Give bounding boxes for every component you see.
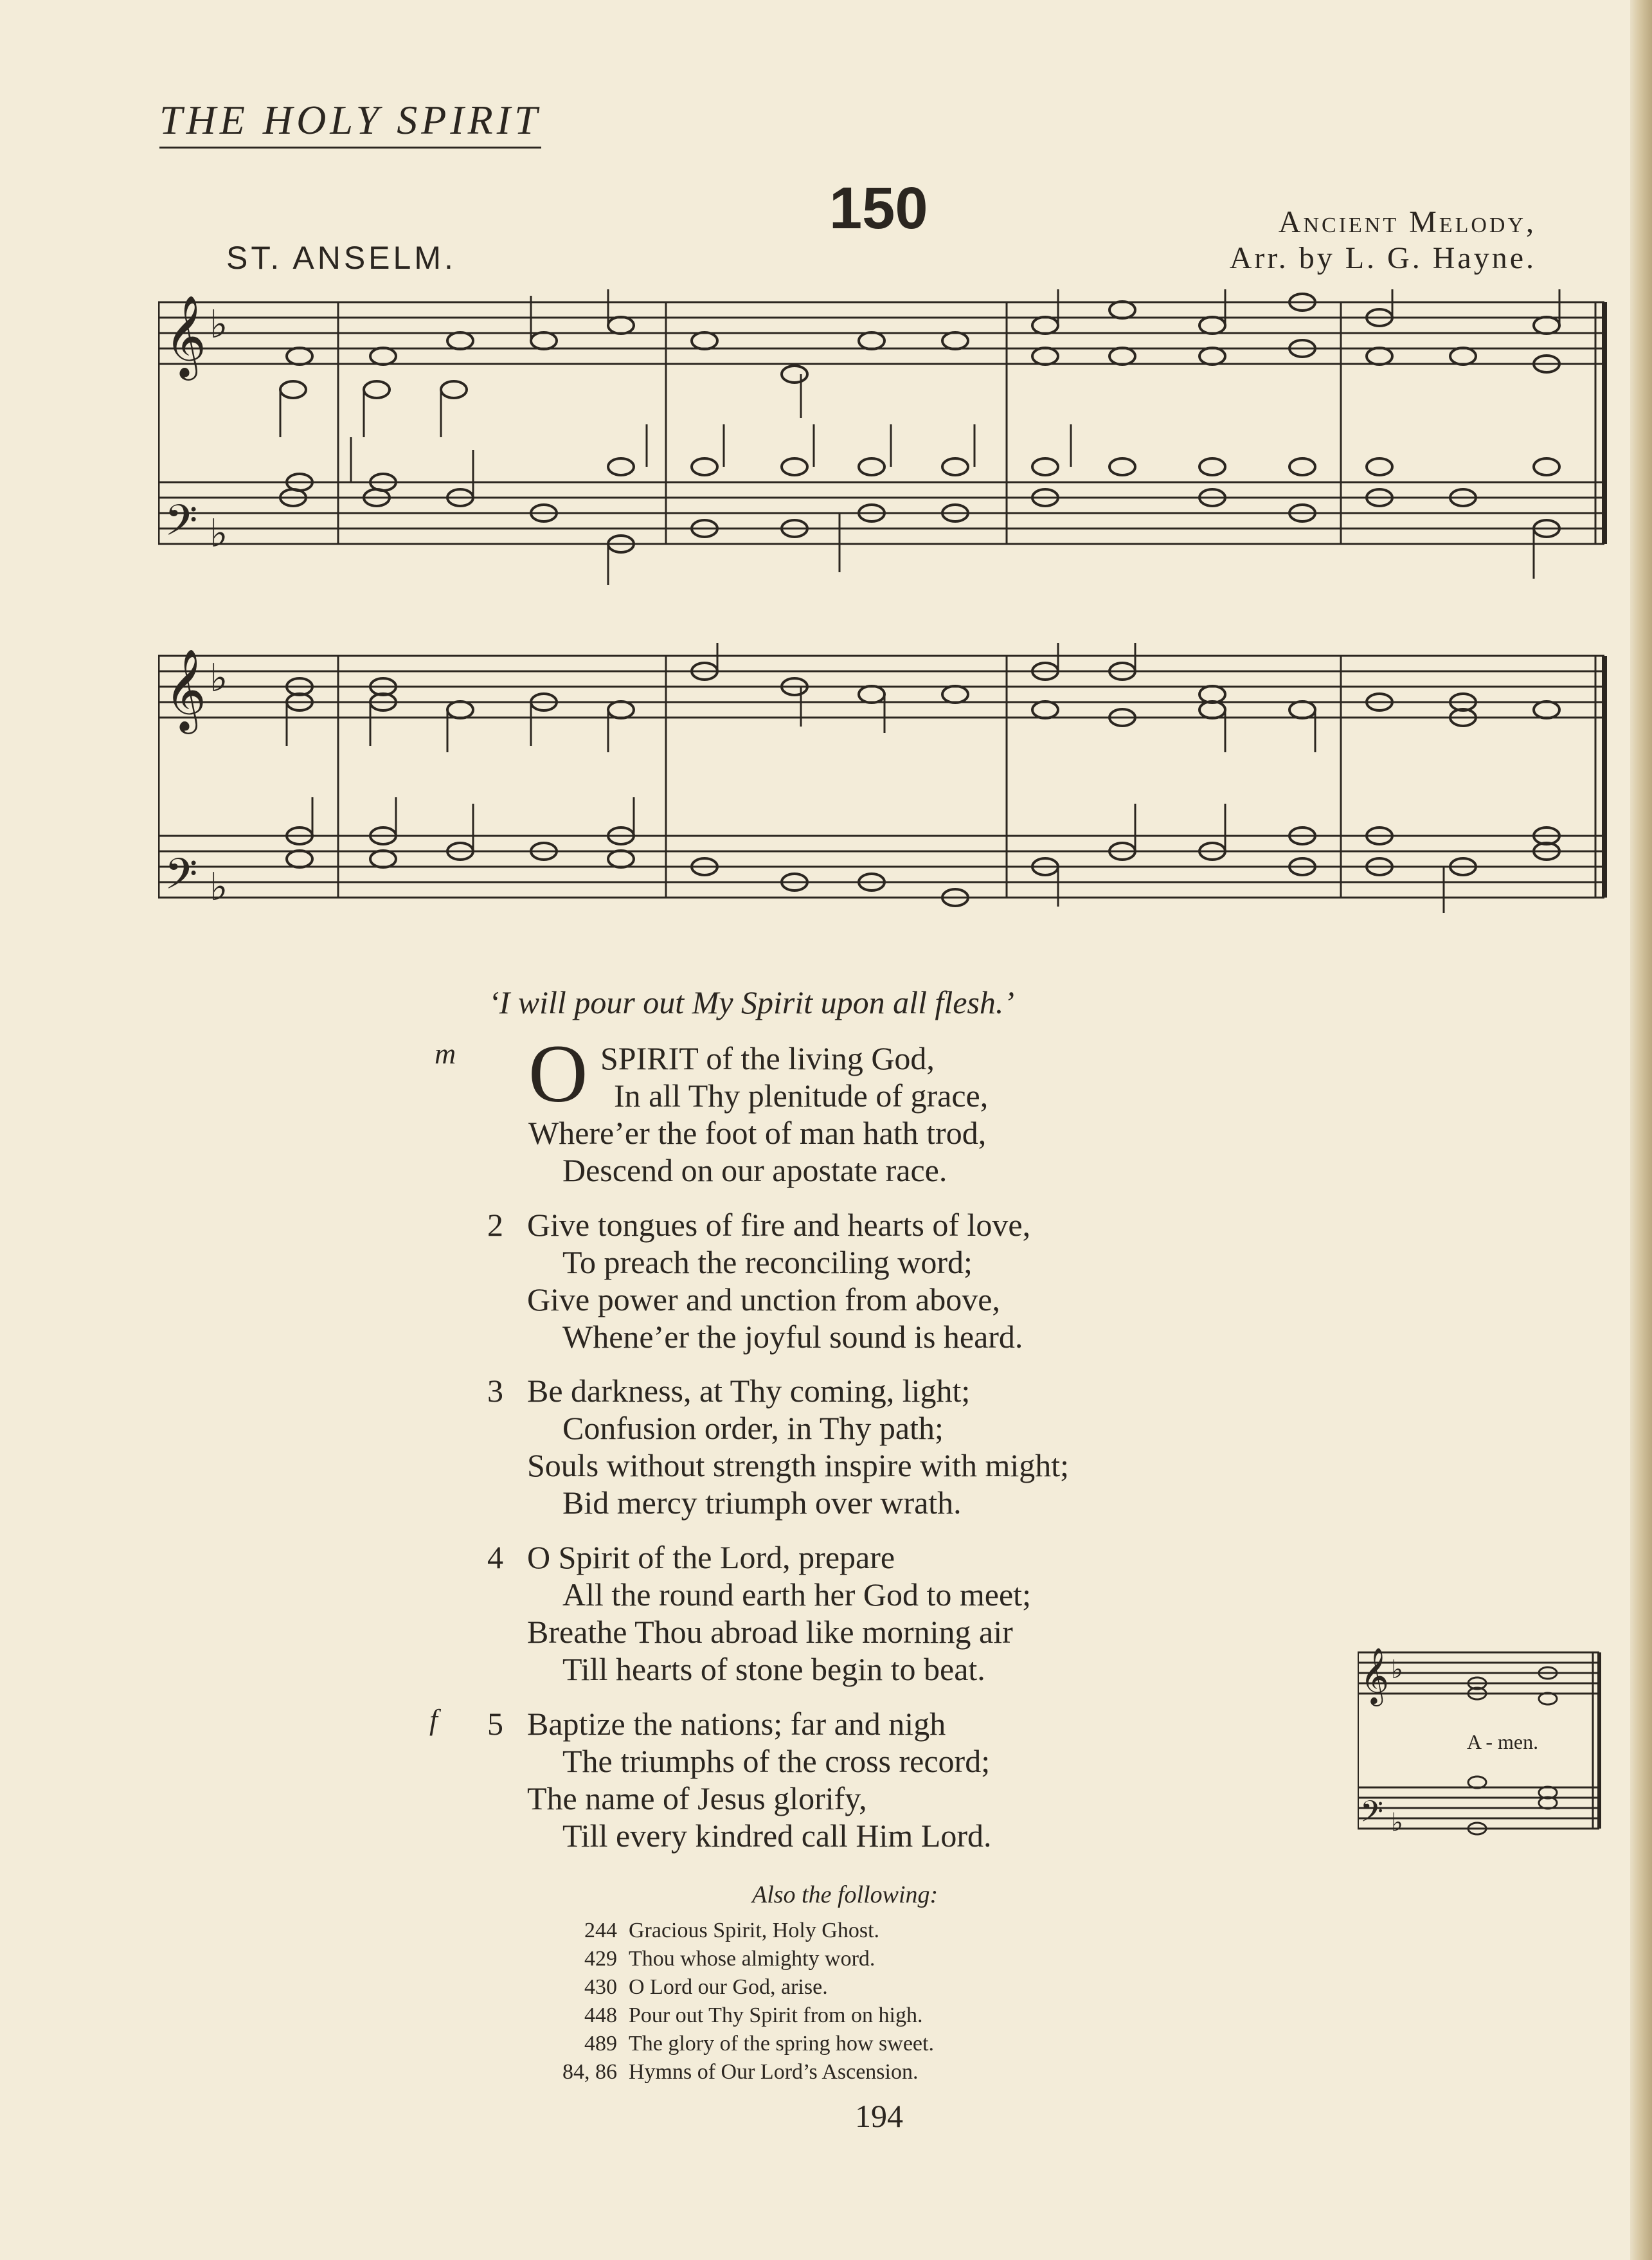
verse-line: Confusion order, in Thy path; xyxy=(562,1410,944,1446)
list-item xyxy=(541,2032,934,2056)
verse-number: 4 xyxy=(487,1539,503,1575)
bass-clef-icon: 𝄢 xyxy=(165,496,198,556)
verse-line: The triumphs of the cross record; xyxy=(562,1743,991,1779)
verse-line: To preach the reconciling word; xyxy=(562,1244,973,1280)
verse-line: In all Thy plenitude of grace, xyxy=(614,1078,989,1114)
bass-clef-icon: 𝄢 xyxy=(165,849,198,909)
verse-line: SPIRIT of the living God, xyxy=(600,1040,935,1076)
verse-line: Till every kindred call Him Lord. xyxy=(562,1818,992,1854)
music-system-1 xyxy=(158,289,1611,598)
treble-clef-icon: 𝄞 xyxy=(1360,1647,1389,1704)
flat-icon: ♭ xyxy=(210,865,228,910)
verse-line: Bid mercy triumph over wrath. xyxy=(562,1485,962,1521)
flat-icon: ♭ xyxy=(210,302,228,347)
verse-line: Where’er the foot of man hath trod, xyxy=(528,1115,987,1151)
hymn-ref-title: Thou whose almighty word. xyxy=(629,1947,875,1971)
epigraph: ‘I will pour out My Spirit upon all flesh.’ xyxy=(489,984,1015,1020)
hymn-ref-title: The glory of the spring how sweet. xyxy=(629,2032,934,2056)
hymn-ref-number: 429 xyxy=(584,1947,617,1971)
hymn-ref-number: 448 xyxy=(584,2003,617,2027)
attribution-arranger: Arr. by L. G. Hayne. xyxy=(1229,241,1536,275)
hymn-ref-title: Hymns of Our Lord’s Ascension. xyxy=(629,2060,919,2084)
verse-number: 3 xyxy=(487,1373,503,1409)
list-item xyxy=(541,1947,875,1971)
verse-line: Baptize the nations; far and nigh xyxy=(527,1706,946,1742)
section-title: THE HOLY SPIRIT xyxy=(159,96,541,149)
stems-2 xyxy=(287,643,1444,913)
amen-lyric: A - men. xyxy=(1467,1730,1539,1753)
verse-line: Give power and unction from above, xyxy=(527,1281,1000,1317)
attribution-melody: Ancient Melody, xyxy=(1278,205,1536,239)
verse-line: O Spirit of the Lord, prepare xyxy=(527,1539,895,1575)
verse-line: Give tongues of fire and hearts of love, xyxy=(527,1207,1031,1243)
hymn-ref-number: 84, 86 xyxy=(562,2060,617,2084)
verse-line: Breathe Thou abroad like morning air xyxy=(527,1614,1013,1650)
verse-line: Till hearts of stone begin to beat. xyxy=(562,1651,985,1687)
music-system-2 xyxy=(158,643,1611,958)
hymn-ref-number: 244 xyxy=(584,1919,617,1942)
amen-music xyxy=(1358,1646,1602,1852)
tune-name: ST. ANSELM. xyxy=(226,240,456,276)
verse-line: The name of Jesus glorify, xyxy=(527,1780,867,1816)
noteheads-2 xyxy=(287,663,1559,906)
hymn-ref-title: Pour out Thy Spirit from on high. xyxy=(629,2003,923,2027)
list-item xyxy=(541,2060,918,2084)
verse-number: 2 xyxy=(487,1207,503,1243)
hymn-ref-title: O Lord our God, arise. xyxy=(629,1975,828,1999)
hymn-ref-title: Gracious Spirit, Holy Ghost. xyxy=(629,1919,880,1942)
dynamic-mezzo: m xyxy=(435,1037,456,1070)
treble-clef-icon: 𝄞 xyxy=(165,294,207,377)
list-item xyxy=(541,1975,828,2000)
list-item xyxy=(541,2003,922,2028)
verse-line: Souls without strength inspire with might; xyxy=(527,1447,1070,1483)
verse-line: Descend on our apostate race. xyxy=(562,1152,947,1188)
music-score-1 xyxy=(158,289,1611,598)
verse-line: Whene’er the joyful sound is heard. xyxy=(562,1319,1023,1355)
bass-clef-icon: 𝄢 xyxy=(1360,1794,1384,1836)
flat-icon: ♭ xyxy=(210,511,228,556)
flat-icon: ♭ xyxy=(1391,1808,1403,1838)
page-edge xyxy=(1630,0,1652,2260)
dynamic-forte: f xyxy=(429,1703,438,1736)
list-item xyxy=(541,1919,879,1943)
also-following-title: Also the following: xyxy=(752,1881,938,1908)
hymn-number: 150 xyxy=(829,176,928,241)
hymn-ref-number: 489 xyxy=(584,2032,617,2056)
verse-number: 5 xyxy=(487,1706,503,1742)
treble-clef-icon: 𝄞 xyxy=(165,648,207,730)
verse-line: Be darkness, at Thy coming, light; xyxy=(527,1373,971,1409)
hymn-ref-number: 430 xyxy=(584,1975,617,1999)
drop-cap: O xyxy=(528,1028,588,1119)
verse-line: All the round earth her God to meet; xyxy=(562,1577,1031,1613)
page-number: 194 xyxy=(855,2098,903,2134)
flat-icon: ♭ xyxy=(1391,1655,1403,1685)
flat-icon: ♭ xyxy=(210,656,228,701)
amen-score xyxy=(1358,1646,1602,1852)
music-score-2 xyxy=(158,643,1611,958)
